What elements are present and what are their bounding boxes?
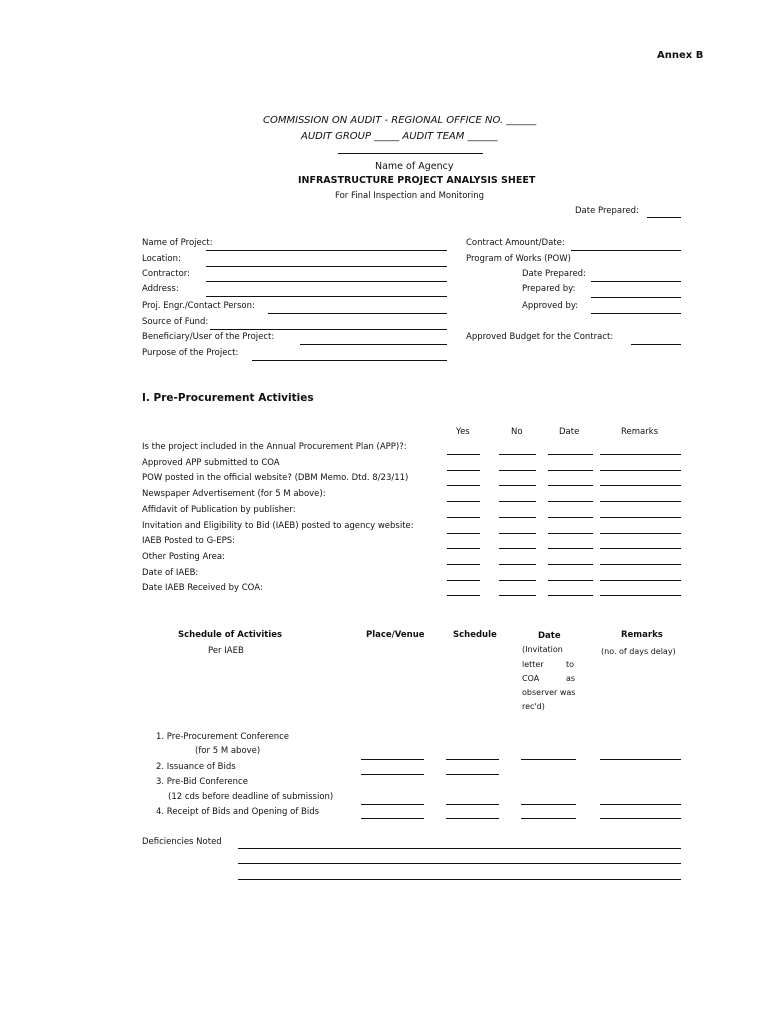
col-sched-date: Date (538, 631, 561, 641)
answer-line-no (499, 454, 536, 455)
label-contractor: Contractor: (142, 269, 190, 279)
answer-line-remarks (600, 454, 681, 455)
answer-line-date (548, 580, 593, 581)
col-no: No (511, 427, 523, 437)
label-purpose: Purpose of the Project: (142, 348, 239, 358)
agency-name-line (338, 153, 483, 154)
answer-line-remarks (600, 485, 681, 486)
line-abc (631, 344, 681, 345)
answer-line-date (548, 517, 593, 518)
answer-line-yes (447, 595, 480, 596)
line-row1-place (361, 759, 424, 760)
answer-line-remarks (600, 470, 681, 471)
line-row3-remarks (600, 804, 681, 805)
deficiencies-line-3 (238, 879, 681, 880)
line-row4-remarks (600, 818, 681, 819)
line-row3-date (521, 804, 576, 805)
schedule-row-1-note: (for 5 M above) (195, 746, 261, 756)
label-source-of-fund: Source of Fund: (142, 317, 209, 327)
pre-procurement-item: Date IAEB Received by COA: (142, 583, 263, 594)
line-purpose (252, 360, 447, 361)
pre-procurement-item: Other Posting Area: (142, 551, 225, 562)
line-row3-schedule (446, 804, 499, 805)
header-line-2: AUDIT GROUP _____ AUDIT TEAM ______ (301, 131, 498, 142)
answer-line-date (548, 533, 593, 534)
line-row3-place (361, 804, 424, 805)
col-yes: Yes (456, 427, 470, 437)
date-note-1: (Invitation (522, 645, 563, 654)
col-schedule-of-activities: Schedule of Activities (178, 630, 283, 640)
col-remarks: Remarks (621, 427, 659, 437)
answer-line-yes (447, 580, 480, 581)
answer-line-date (548, 564, 593, 565)
line-row2-place (361, 774, 424, 775)
answer-line-yes (447, 454, 480, 455)
line-row1-date (521, 759, 576, 760)
col-per-iaeb: Per IAEB (208, 646, 244, 656)
answer-line-remarks (600, 517, 681, 518)
answer-line-no (499, 595, 536, 596)
line-row1-schedule (446, 759, 499, 760)
date-prepared-line (647, 217, 681, 218)
line-approved-by (591, 313, 681, 314)
answer-line-remarks (600, 533, 681, 534)
pre-procurement-item: Affidavit of Publication by publisher: (142, 504, 296, 515)
schedule-row-3: 3. Pre-Bid Conference (156, 777, 248, 787)
agency-label: Name of Agency (375, 161, 454, 172)
answer-line-no (499, 564, 536, 565)
label-abc: Approved Budget for the Contract: (466, 332, 614, 342)
line-pow-date-prepared (591, 281, 681, 282)
answer-line-no (499, 517, 536, 518)
line-row4-place (361, 818, 424, 819)
label-beneficiary: Beneficiary/User of the Project: (142, 332, 275, 342)
line-prepared-by (591, 297, 681, 298)
section-1-title: I. Pre-Procurement Activities (142, 392, 314, 404)
answer-line-remarks (600, 501, 681, 502)
line-name-of-project (206, 250, 447, 251)
answer-line-yes (447, 470, 480, 471)
label-name-of-project: Name of Project: (142, 238, 213, 248)
answer-line-remarks (600, 580, 681, 581)
line-beneficiary (300, 344, 447, 345)
answer-line-no (499, 501, 536, 502)
date-note-2: letter (522, 660, 544, 669)
label-location: Location: (142, 254, 181, 264)
header-line-1: COMMISSION ON AUDIT - REGIONAL OFFICE NO. ______ (263, 115, 537, 126)
answer-line-date (548, 485, 593, 486)
line-row4-schedule (446, 818, 499, 819)
answer-line-remarks (600, 595, 681, 596)
answer-line-yes (447, 485, 480, 486)
answer-line-date (548, 454, 593, 455)
answer-line-no (499, 548, 536, 549)
schedule-row-1: 1. Pre-Procurement Conference (156, 732, 289, 742)
annex-label: Annex B (657, 50, 704, 61)
answer-line-date (548, 501, 593, 502)
col-place-venue: Place/Venue (366, 630, 425, 640)
answer-line-yes (447, 533, 480, 534)
date-prepared-label: Date Prepared: (575, 206, 639, 216)
answer-line-no (499, 470, 536, 471)
label-address: Address: (142, 284, 179, 294)
line-location (206, 266, 447, 267)
pre-procurement-item: POW posted in the official website? (DBM Memo. Dtd. 8/23/11) (142, 473, 409, 484)
line-contractor (206, 281, 447, 282)
pre-procurement-item: IAEB Posted to G-EPS: (142, 536, 235, 547)
answer-line-remarks (600, 564, 681, 565)
answer-line-yes (447, 548, 480, 549)
pre-procurement-item: Date of IAEB: (142, 567, 199, 578)
label-pow-date-prepared: Date Prepared: (522, 269, 586, 279)
answer-line-date (548, 548, 593, 549)
deficiencies-line-2 (238, 863, 681, 864)
date-note-7: rec'd) (522, 702, 545, 711)
answer-line-no (499, 533, 536, 534)
label-pow: Program of Works (POW) (466, 254, 571, 264)
answer-line-yes (447, 517, 480, 518)
answer-line-date (548, 595, 593, 596)
col-schedule: Schedule (453, 630, 497, 640)
document-title: INFRASTRUCTURE PROJECT ANALYSIS SHEET (298, 175, 536, 186)
line-contract-amount (571, 250, 681, 251)
deficiencies-label: Deficiencies Noted (142, 837, 222, 847)
label-prepared-by: Prepared by: (522, 284, 576, 294)
answer-line-no (499, 485, 536, 486)
pre-procurement-item: Is the project included in the Annual Procurement Plan (APP)?: (142, 442, 407, 452)
pre-procurement-item: Newspaper Advertisement (for 5 M above): (142, 489, 326, 500)
schedule-row-2: 2. Issuance of Bids (156, 762, 236, 772)
answer-line-date (548, 470, 593, 471)
date-note-5: as (566, 674, 576, 683)
pre-procurement-item: Invitation and Eligibility to Bid (IAEB) posted to agency website: (142, 520, 414, 531)
schedule-row-4: 4. Receipt of Bids and Opening of Bids (156, 807, 320, 817)
col-sched-remarks: Remarks (621, 630, 663, 640)
date-note-6: observer was (522, 688, 576, 697)
pre-procurement-item: Approved APP submitted to COA (142, 457, 280, 468)
label-contract-amount: Contract Amount/Date: (466, 238, 565, 248)
line-source-of-fund (210, 329, 447, 330)
col-date: Date (559, 427, 580, 437)
line-address (206, 296, 447, 297)
answer-line-remarks (600, 548, 681, 549)
line-proj-engr (268, 313, 447, 314)
label-proj-engr: Proj. Engr./Contact Person: (142, 301, 255, 311)
answer-line-no (499, 580, 536, 581)
line-row4-date (521, 818, 576, 819)
document-subtitle: For Final Inspection and Monitoring (335, 191, 485, 201)
date-note-4: COA (522, 674, 540, 683)
line-row1-remarks (600, 759, 681, 760)
line-row2-schedule (446, 774, 499, 775)
remarks-note: (no. of days delay) (601, 647, 676, 656)
answer-line-yes (447, 501, 480, 502)
schedule-row-3-note: (12 cds before deadline of submission) (168, 792, 334, 802)
date-note-3: to (566, 660, 575, 669)
answer-line-yes (447, 564, 480, 565)
deficiencies-line-1 (238, 848, 681, 849)
label-approved-by: Approved by: (522, 301, 579, 311)
